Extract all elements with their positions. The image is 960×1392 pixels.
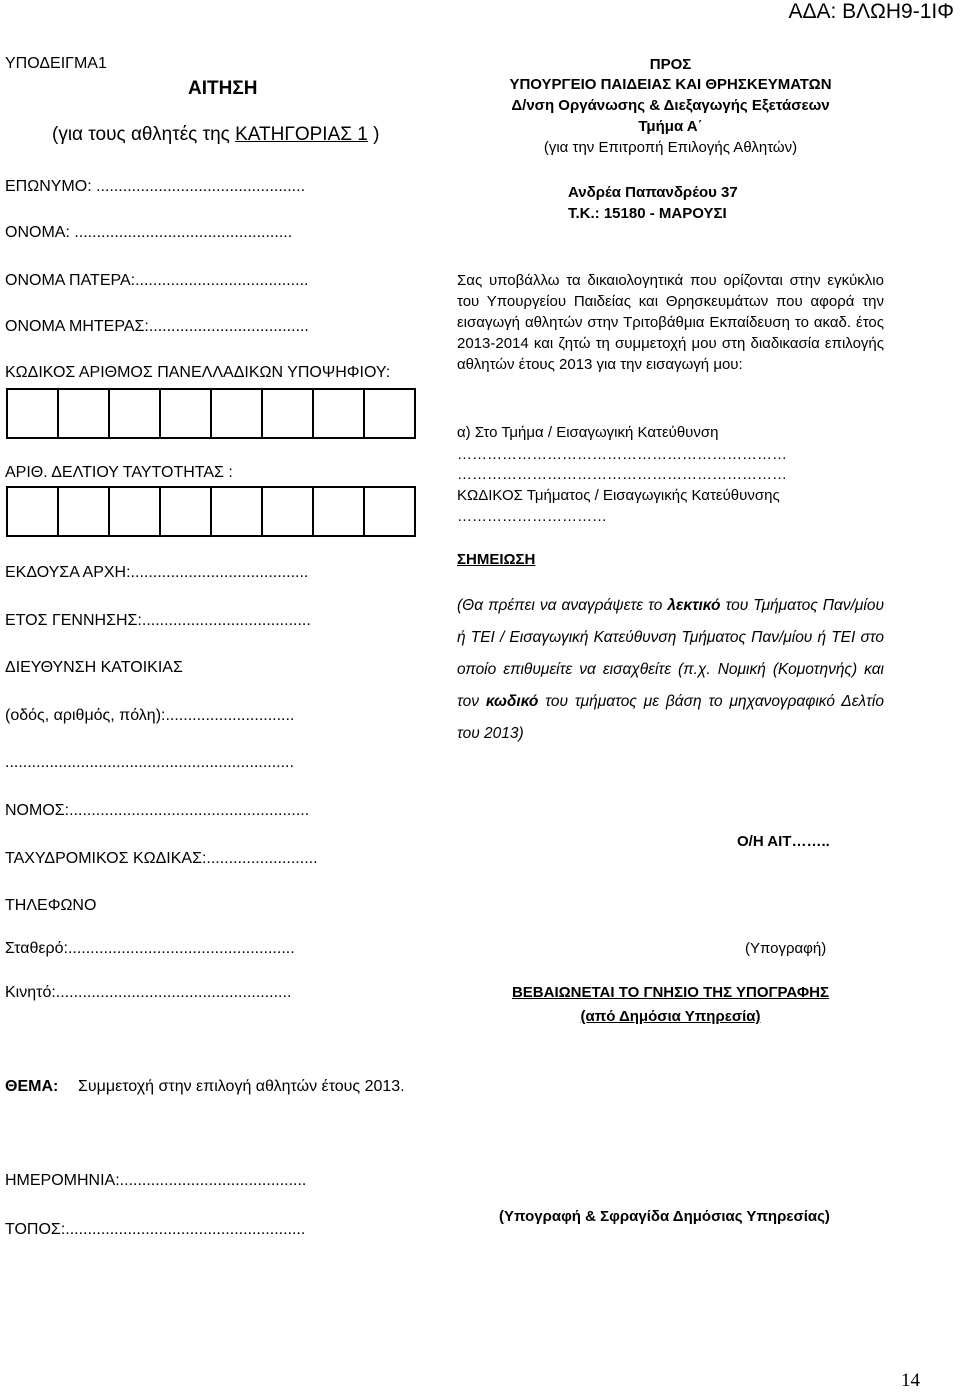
addressee-department: Τμήμα Α΄ bbox=[638, 118, 703, 135]
birth-year-field[interactable]: ΕΤΟΣ ΓΕΝΝΗΣΗΣ:...................................... bbox=[5, 612, 311, 629]
mother-name-field[interactable]: ΟΝΟΜΑ ΜΗΤΕΡΑΣ:.................................... bbox=[5, 318, 309, 335]
code-box[interactable] bbox=[159, 388, 212, 439]
place-field[interactable]: ΤΟΠΟΣ:...................................................... bbox=[5, 1221, 306, 1238]
option-a-dots-1[interactable]: ………………………………………………………… bbox=[457, 446, 787, 463]
applicant-label: Ο/Η ΑΙΤ…….. bbox=[737, 833, 830, 850]
code-box[interactable] bbox=[261, 388, 314, 439]
phone-heading: ΤΗΛΕΦΩΝΟ bbox=[5, 897, 97, 914]
id-box[interactable] bbox=[6, 486, 59, 537]
intro-paragraph: Σας υποβάλλω τα δικαιολογητικά που ορίζονται στην εγκύκλιο του Υπουργείου Παιδείας και Θρησκευμάτων που αφορά την εισαγωγή αθλητών στην Τριτοβάθμια Εκπαίδευση το ακαδ. έτος 2013-2014 και ζητώ τη συμμετοχή μου στη διαδικασία επιλογής αθλητών έτους 2013 για την εισαγωγή μου: bbox=[457, 272, 884, 373]
option-a-dots-2[interactable]: ………………………………………………………… bbox=[457, 466, 787, 483]
note-paragraph: (Θα πρέπει να αναγράψετε το λεκτικό του Τμήματος Παν/μίου ή ΤΕΙ / Εισαγωγική Κατεύθυνση Τμήματος Παν/μίου ή ΤΕΙ στο οποίο επιθυμείτε να εισαχθείτε (π.χ. Νομική (Κομοτηνής) και τον κωδικό του τμήματος με βάση το μηχανογραφικό Δελτίο του 2013) bbox=[457, 597, 884, 742]
id-box[interactable] bbox=[363, 486, 416, 537]
id-box[interactable] bbox=[57, 486, 110, 537]
addressee-postcode: Τ.Κ.: 15180 - ΜΑΡΟΥΣΙ bbox=[568, 205, 727, 222]
candidate-code-label: ΚΩΔΙΚΟΣ ΑΡΙΘΜΟΣ ΠΑΝΕΛΛΑΔΙΚΩΝ ΥΠΟΨΗΦΙΟΥ: bbox=[5, 364, 391, 381]
ada-code: ΑΔΑ: ΒΛΩΗ9-1ΙΦ bbox=[788, 0, 954, 23]
date-field[interactable]: ΗΜΕΡΟΜΗΝΙΑ:.......................................... bbox=[5, 1172, 307, 1189]
id-number-boxes[interactable] bbox=[6, 486, 414, 537]
department-code-label: ΚΩΔΙΚΟΣ Τμήματος / Εισαγωγικής Κατεύθυνσης bbox=[457, 487, 780, 504]
addressee-ministry: ΥΠΟΥΡΓΕΙΟ ΠΑΙΔΕΙΑΣ ΚΑΙ ΘΡΗΣΚΕΥΜΑΤΩΝ bbox=[509, 76, 832, 93]
code-box[interactable] bbox=[363, 388, 416, 439]
subject-text: Συμμετοχή στην επιλογή αθλητών έτους 2013. bbox=[78, 1078, 405, 1095]
sample-label: ΥΠΟΔΕΙΓΜΑ1 bbox=[5, 55, 107, 72]
page-number: 14 bbox=[901, 1370, 920, 1391]
code-box[interactable] bbox=[6, 388, 59, 439]
document-title: ΑΙΤΗΣΗ bbox=[188, 78, 258, 99]
landline-field[interactable]: Σταθερό:................................................... bbox=[5, 940, 295, 957]
issuer-field[interactable]: ΕΚΔΟΥΣΑ ΑΡΧΗ:........................................ bbox=[5, 564, 309, 581]
id-box[interactable] bbox=[108, 486, 161, 537]
addressee-to: ΠΡΟΣ bbox=[649, 56, 692, 73]
code-box[interactable] bbox=[57, 388, 110, 439]
mobile-field[interactable]: Κινητό:..................................................... bbox=[5, 984, 292, 1001]
id-box[interactable] bbox=[312, 486, 365, 537]
code-box[interactable] bbox=[210, 388, 263, 439]
address-field[interactable]: (οδός, αριθμός, πόλη):............................. bbox=[5, 707, 295, 724]
signature-stamp-label: (Υπογραφή & Σφραγίδα Δημόσιας Υπηρεσίας) bbox=[499, 1208, 830, 1225]
addressee-committee: (για την Επιτροπή Επιλογής Αθλητών) bbox=[543, 139, 798, 156]
id-number-label: ΑΡΙΘ. ΔΕΛΤΙΟΥ ΤΑΥΤΟΤΗΤΑΣ : bbox=[5, 464, 233, 481]
signature-label: (Υπογραφή) bbox=[745, 940, 827, 957]
candidate-code-boxes[interactable] bbox=[6, 388, 414, 439]
name-field[interactable]: ΟΝΟΜΑ: ................................................. bbox=[5, 224, 293, 241]
verify-by-public-service: (από Δημόσια Υπηρεσία) bbox=[580, 1008, 761, 1025]
id-box[interactable] bbox=[261, 486, 314, 537]
id-box[interactable] bbox=[210, 486, 263, 537]
code-box[interactable] bbox=[108, 388, 161, 439]
department-code-dots[interactable]: ………………………… bbox=[457, 508, 607, 525]
surname-field[interactable]: ΕΠΩΝΥΜΟ: ............................................... bbox=[5, 178, 306, 195]
address-heading: ΔΙΕΥΘΥΝΣΗ ΚΑΤΟΙΚΙΑΣ bbox=[5, 659, 183, 676]
subject-label: ΘΕΜΑ: bbox=[5, 1078, 59, 1095]
option-a-label: α) Στο Τμήμα / Εισαγωγική Κατεύθυνση bbox=[457, 424, 719, 441]
document-subtitle: (για τους αθλητές της ΚΑΤΗΓΟΡΙΑΣ 1 ) bbox=[52, 124, 380, 145]
id-box[interactable] bbox=[159, 486, 212, 537]
address-field-line2[interactable]: ................................................................. bbox=[5, 754, 294, 771]
postal-code-field[interactable]: ΤΑΧΥΔΡΟΜΙΚΟΣ ΚΩΔΙΚΑΣ:......................... bbox=[5, 850, 318, 867]
addressee-street: Ανδρέα Παπανδρέου 37 bbox=[568, 184, 738, 201]
addressee-directorate: Δ/νση Οργάνωσης & Διεξαγωγής Εξετάσεων bbox=[511, 97, 830, 114]
prefecture-field[interactable]: ΝΟΜΟΣ:...................................................... bbox=[5, 802, 310, 819]
code-box[interactable] bbox=[312, 388, 365, 439]
note-heading: ΣΗΜΕΙΩΣΗ bbox=[457, 551, 536, 568]
verify-signature-heading: ΒΕΒΑΙΩΝΕΤΑΙ ΤΟ ΓΝΗΣΙΟ ΤΗΣ ΥΠΟΓΡΑΦΗΣ bbox=[511, 984, 830, 1001]
father-name-field[interactable]: ΟΝΟΜΑ ΠΑΤΕΡΑ:....................................... bbox=[5, 272, 309, 289]
